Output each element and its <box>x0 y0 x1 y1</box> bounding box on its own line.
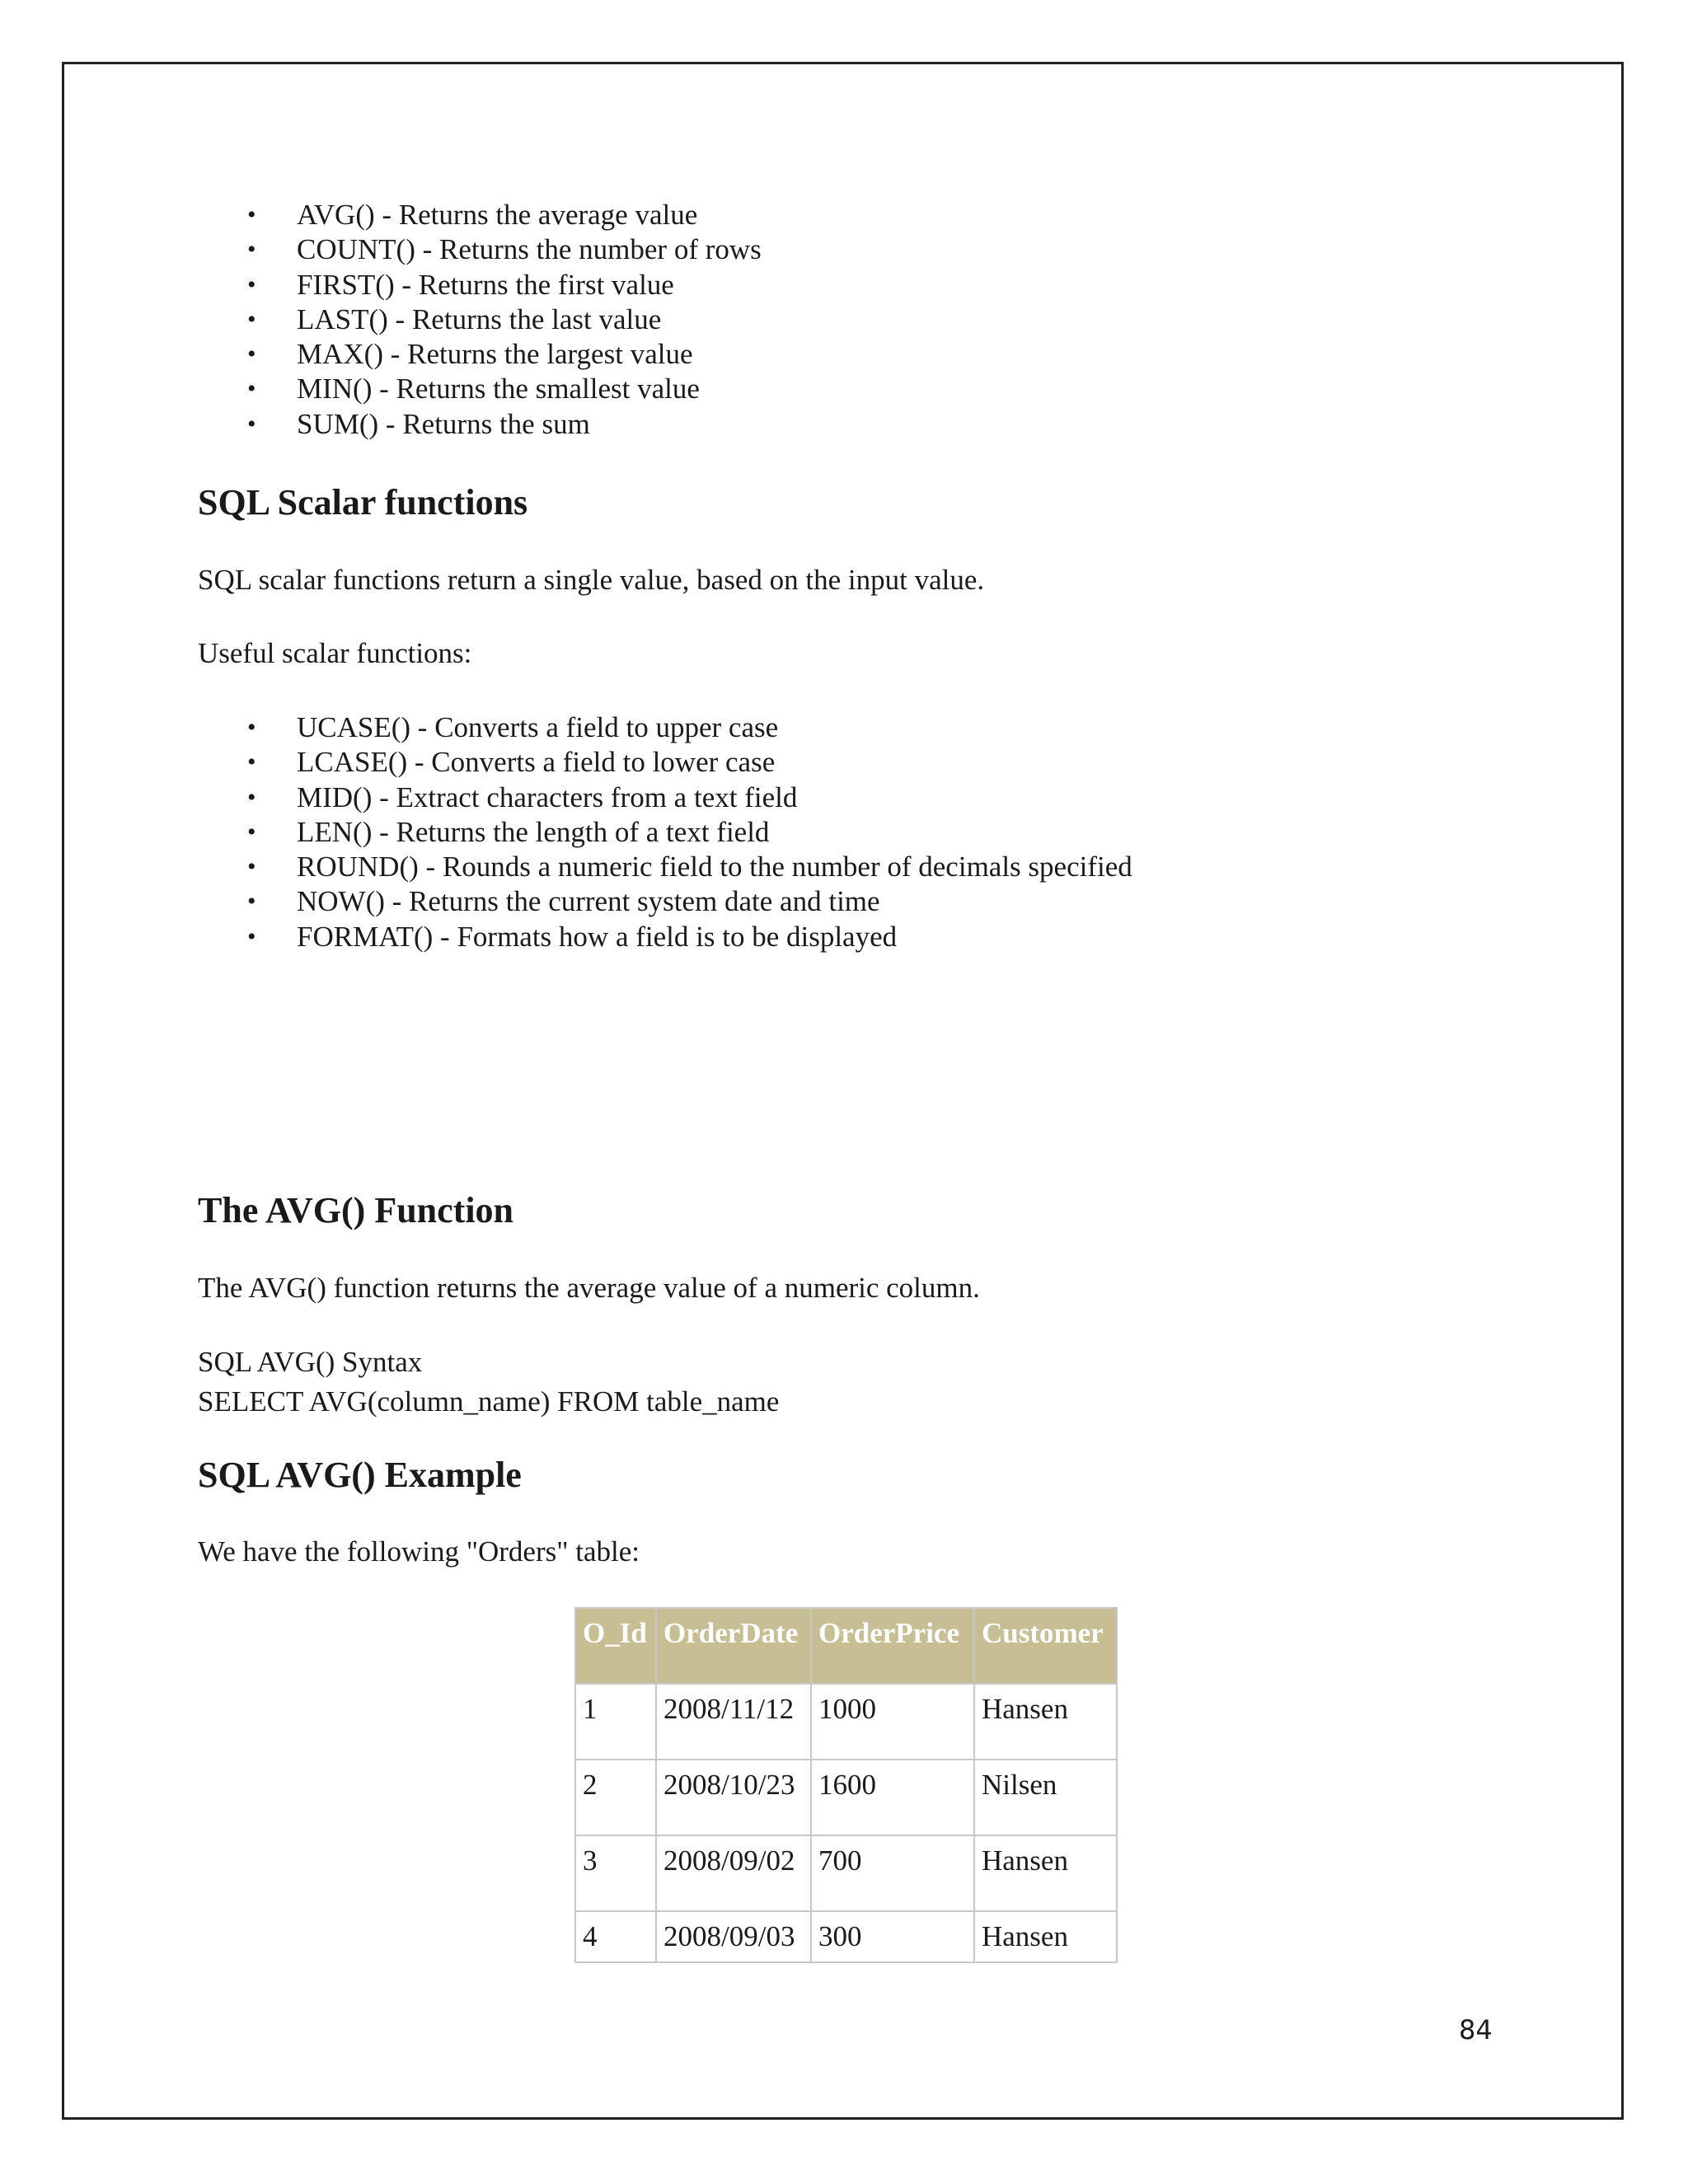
table-cell: Hansen <box>974 1911 1117 1962</box>
table-cell: Hansen <box>974 1835 1117 1911</box>
bullet-icon: • <box>247 410 256 438</box>
table-row <box>575 1684 1117 1760</box>
table-header-row <box>575 1608 1117 1684</box>
list-item <box>0 780 1132 815</box>
column-header: OrderPrice <box>811 1608 974 1684</box>
table-cell: 2008/10/23 <box>656 1760 811 1835</box>
table-cell: 2008/09/02 <box>656 1835 811 1911</box>
list-item <box>0 302 762 337</box>
table-row <box>575 1911 1117 1962</box>
list-item <box>0 815 1132 850</box>
table-cell: 2 <box>575 1760 656 1835</box>
avg-syntax-code: SELECT AVG(column_name) FROM table_name <box>198 1385 780 1418</box>
scalar-function-list <box>0 710 1132 954</box>
list-item-text: COUNT() - Returns the number of rows <box>297 233 762 266</box>
list-item-text: LEN() - Returns the length of a text field <box>297 815 770 848</box>
table-cell: 1000 <box>811 1684 974 1760</box>
list-item-text: UCASE() - Converts a field to upper case <box>297 711 779 743</box>
table-row <box>575 1760 1117 1835</box>
list-item <box>0 920 1132 954</box>
bullet-icon: • <box>247 201 256 228</box>
column-header: O_Id <box>575 1608 656 1684</box>
bullet-icon: • <box>247 853 256 881</box>
bullet-icon: • <box>247 270 256 298</box>
table-cell: 2008/11/12 <box>656 1684 811 1760</box>
aggregate-function-list <box>0 198 762 442</box>
column-header: OrderDate <box>656 1608 811 1684</box>
table-cell: 3 <box>575 1835 656 1911</box>
bullet-icon: • <box>247 236 256 264</box>
orders-table <box>574 1607 1118 1963</box>
list-item <box>0 372 762 406</box>
bullet-icon: • <box>247 375 256 403</box>
scalar-intro-text: SQL scalar functions return a single value, based on the input value. <box>198 564 985 596</box>
bullet-icon: • <box>247 818 256 846</box>
table-row <box>575 1835 1117 1911</box>
table-cell: 700 <box>811 1835 974 1911</box>
list-item-text: SUM() - Returns the sum <box>297 407 590 440</box>
example-intro-text: We have the following "Orders" table: <box>198 1535 640 1568</box>
list-item-text: NOW() - Returns the current system date and time <box>297 885 880 918</box>
table-cell: 4 <box>575 1911 656 1962</box>
column-header: Customer <box>974 1608 1117 1684</box>
bullet-icon: • <box>247 340 256 368</box>
list-item <box>0 232 762 267</box>
bullet-icon: • <box>247 888 256 916</box>
list-item-text: FORMAT() - Formats how a field is to be displayed <box>297 920 898 953</box>
table-cell: Nilsen <box>974 1760 1117 1835</box>
list-item <box>0 850 1132 884</box>
list-item <box>0 710 1132 745</box>
bullet-icon: • <box>247 783 256 811</box>
table-cell: 1 <box>575 1684 656 1760</box>
bullet-icon: • <box>247 305 256 333</box>
list-item-text: LCASE() - Converts a field to lower case <box>297 746 776 779</box>
list-item <box>0 407 762 442</box>
list-item <box>0 745 1132 780</box>
table-cell: 300 <box>811 1911 974 1962</box>
page-number: 84 <box>1459 2014 1493 2046</box>
table-cell: 1600 <box>811 1760 974 1835</box>
list-item <box>0 268 762 302</box>
avg-syntax-title: SQL AVG() Syntax <box>198 1346 423 1378</box>
list-item <box>0 337 762 372</box>
bullet-icon: • <box>247 922 256 950</box>
list-item-text: FIRST() - Returns the first value <box>297 268 674 301</box>
useful-scalar-text: Useful scalar functions: <box>198 637 472 669</box>
bullet-icon: • <box>247 748 256 776</box>
table-cell: 2008/09/03 <box>656 1911 811 1962</box>
scalar-functions-heading: SQL Scalar functions <box>198 482 528 523</box>
list-item-text: MID() - Extract characters from a text field <box>297 780 798 813</box>
list-item-text: LAST() - Returns the last value <box>297 302 662 335</box>
list-item <box>0 884 1132 919</box>
list-item-text: MAX() - Returns the largest value <box>297 338 693 371</box>
list-item <box>0 198 762 232</box>
avg-intro-text: The AVG() function returns the average value of a numeric column. <box>198 1272 980 1304</box>
list-item-text: ROUND() - Rounds a numeric field to the number of decimals specified <box>297 851 1132 883</box>
avg-function-heading: The AVG() Function <box>198 1190 514 1230</box>
avg-example-heading: SQL AVG() Example <box>198 1455 522 1495</box>
list-item-text: AVG() - Returns the average value <box>297 199 698 231</box>
table-cell: Hansen <box>974 1684 1117 1760</box>
bullet-icon: • <box>247 714 256 741</box>
list-item-text: MIN() - Returns the smallest value <box>297 373 700 405</box>
